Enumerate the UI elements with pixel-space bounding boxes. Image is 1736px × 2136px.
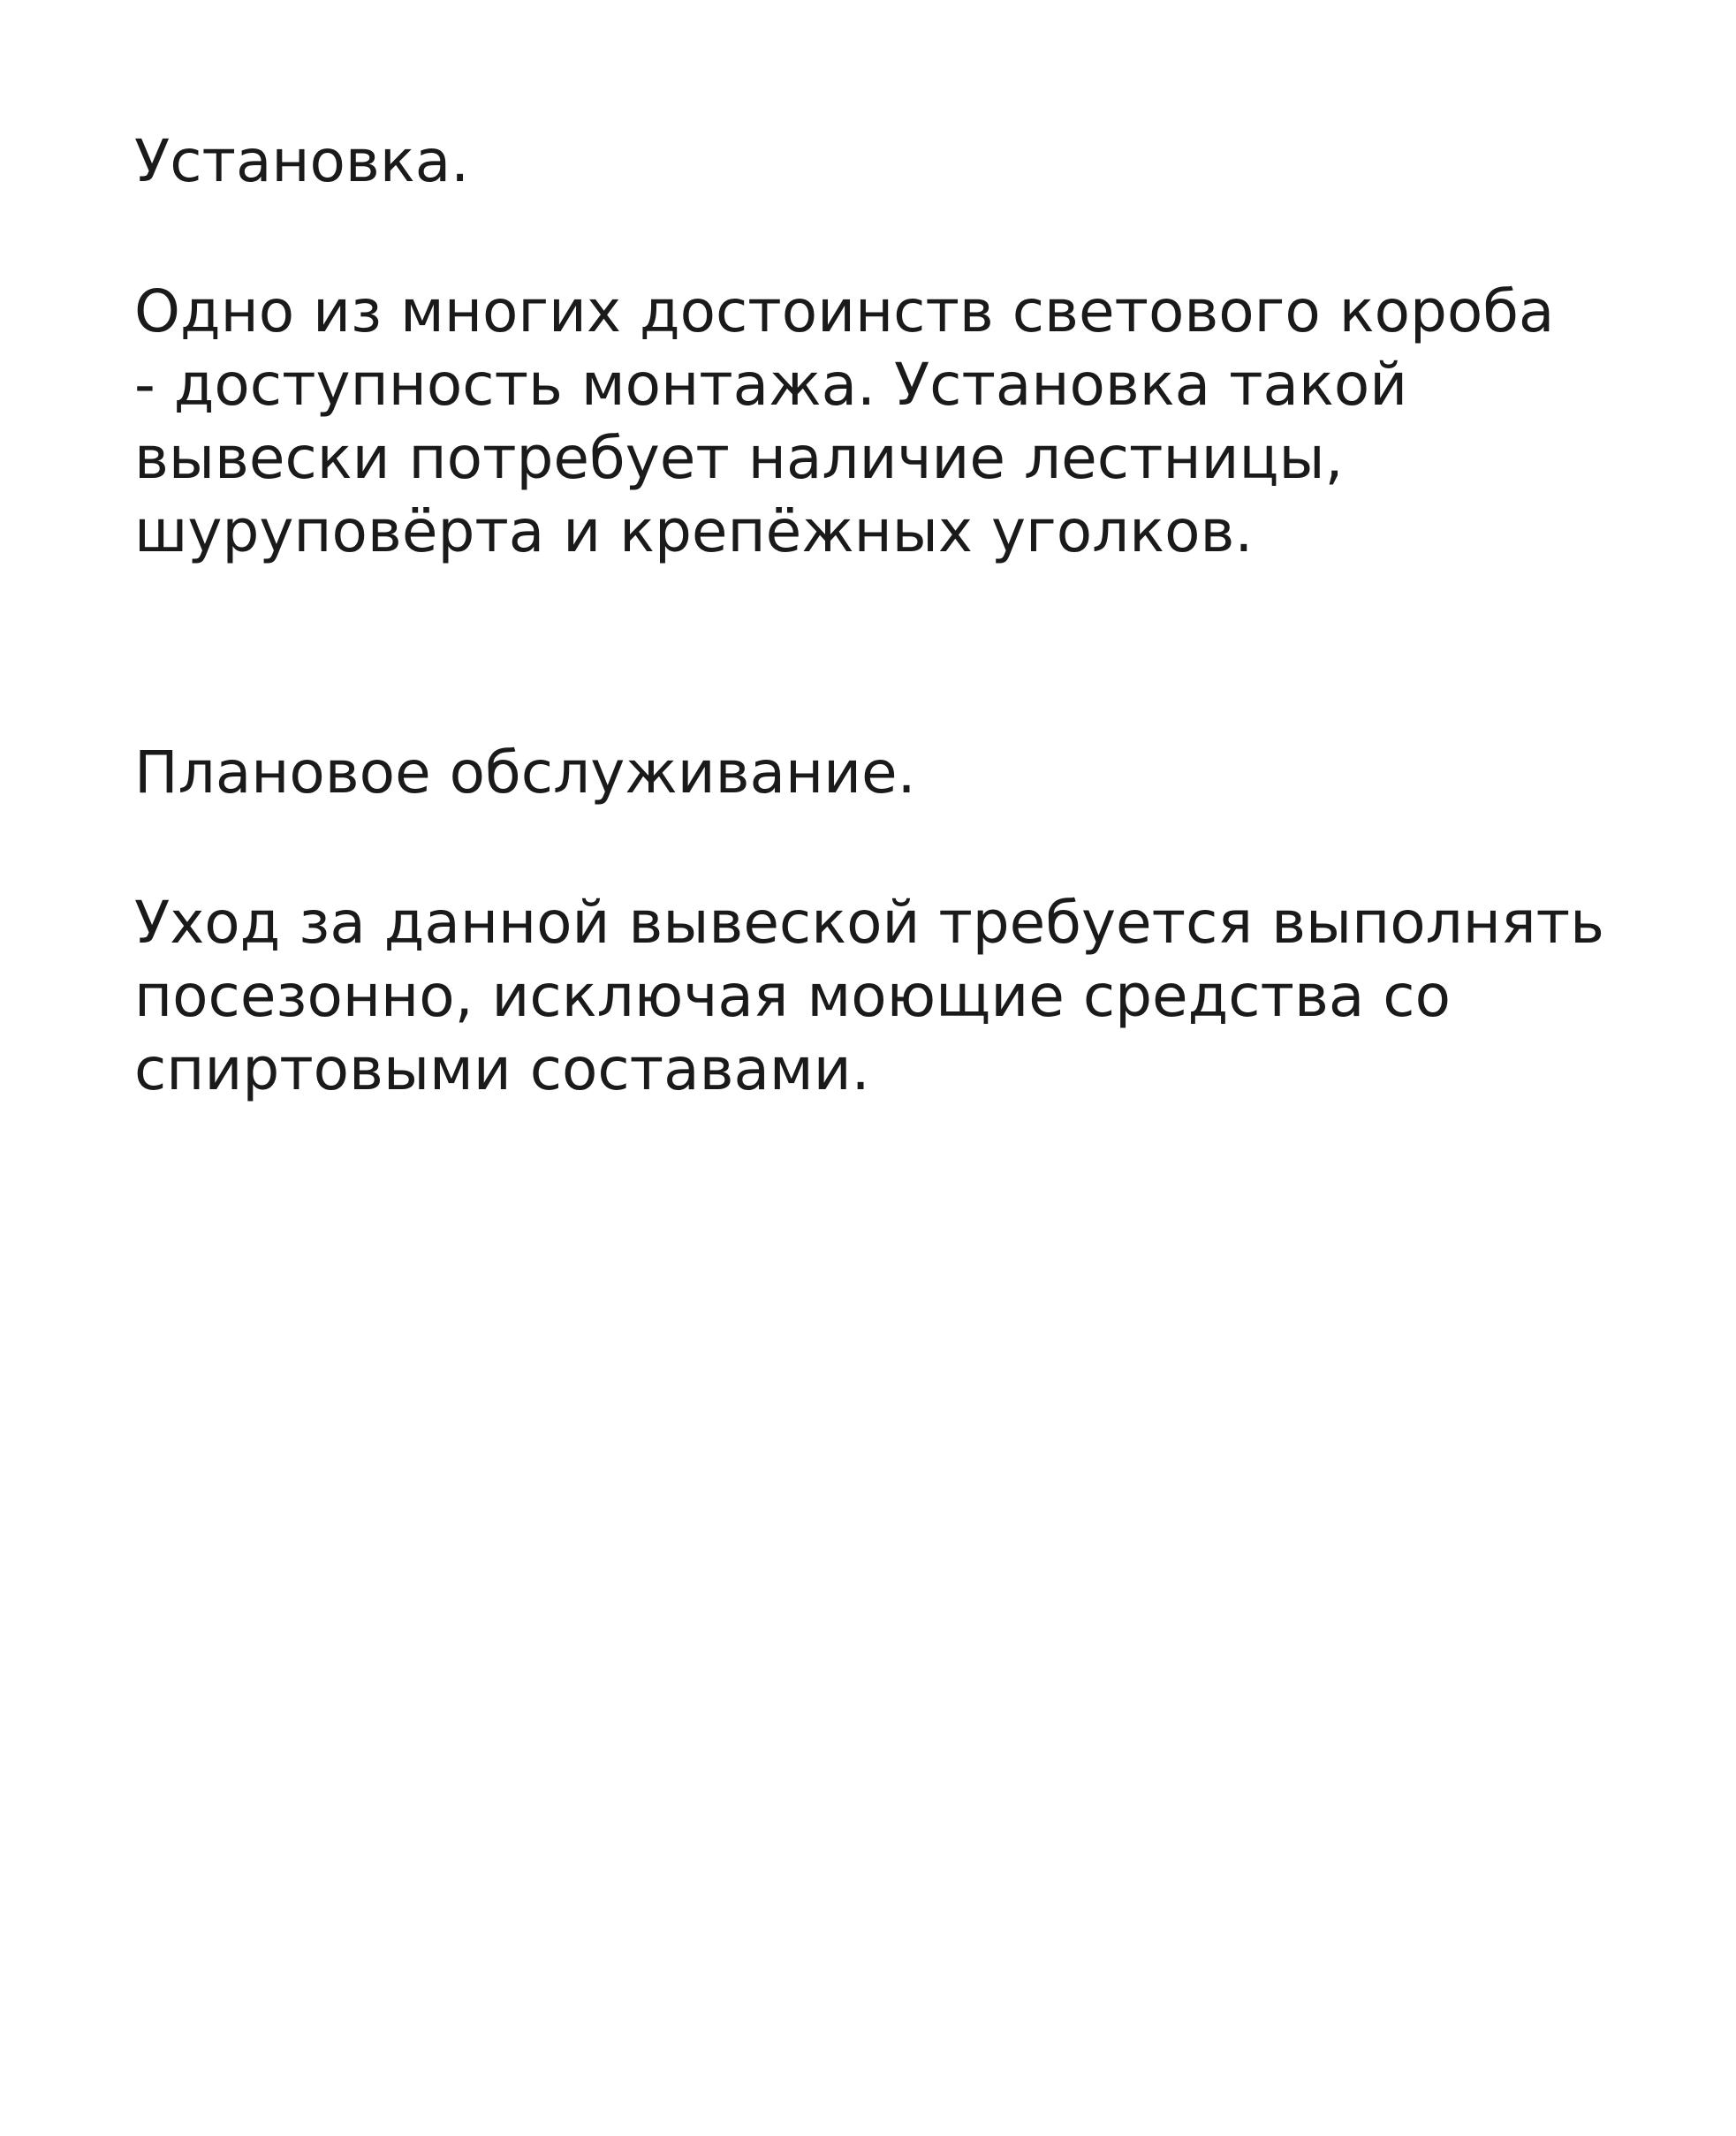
maintenance-text-line-3: спиртовыми составами. <box>134 1035 870 1103</box>
installation-text-line-3: вывески потребует наличие лестницы, <box>134 424 1344 492</box>
installation-text-line-1: Одно из многих достоинств светового короба <box>134 277 1555 345</box>
maintenance-heading: Плановое обслуживание. <box>134 739 916 807</box>
maintenance-text-line-1: Уход за данной вывеской требуется выполнять <box>134 889 1604 957</box>
installation-heading: Установка. <box>134 127 470 195</box>
maintenance-text-line-2: посезонно, исключая моющие средства со <box>134 962 1451 1030</box>
installation-text-line-4: шуруповёрта и крепёжных уголков. <box>134 497 1254 565</box>
installation-text-line-2: - доступность монтажа. Установка такой <box>134 351 1408 419</box>
